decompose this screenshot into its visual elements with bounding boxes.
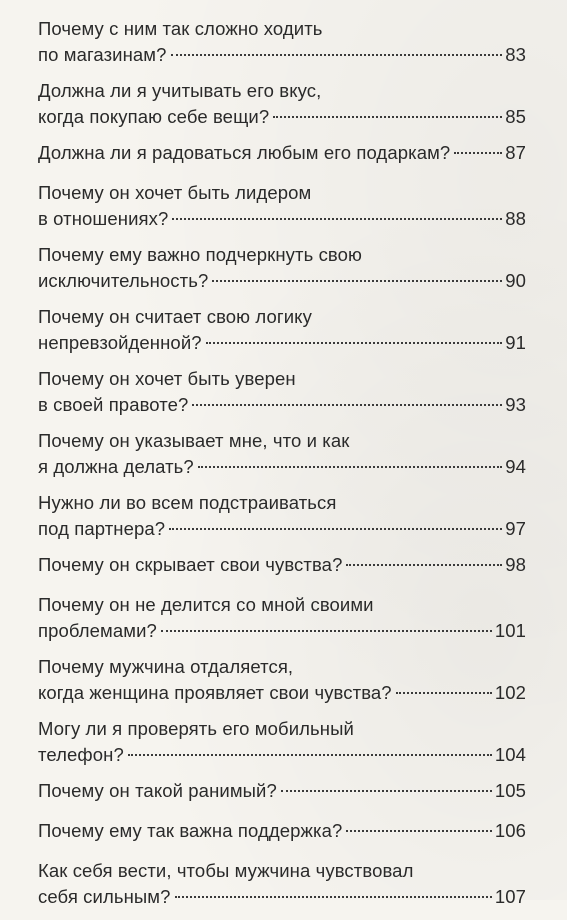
toc-entry-title-line1: Как себя вести, чтобы мужчина чувствовал — [38, 860, 414, 881]
toc-entry — [38, 16, 526, 78]
toc-entry-title-line1: Нужно ли во всем подстраиваться — [38, 492, 337, 513]
toc-page-number: 87 — [505, 142, 526, 163]
dot-leader — [454, 152, 502, 154]
toc-entry — [38, 654, 526, 716]
dot-leader — [273, 116, 502, 118]
toc-entry-title-line1: Почему он хочет быть лидером — [38, 182, 312, 203]
toc-page-number: 101 — [494, 620, 526, 641]
toc-entry-title-line1: Почему мужчина отдаляется, — [38, 656, 294, 677]
toc-entry-title-line1: Почему он считает свою логику — [38, 306, 312, 327]
toc-entry-title: Почему ему так важна поддержка? — [38, 820, 343, 841]
toc-entry — [38, 304, 526, 366]
toc-page-number: 98 — [505, 554, 526, 575]
toc-entry — [38, 858, 526, 920]
toc-entry — [38, 490, 526, 552]
toc-entry-title-line1: Могу ли я проверять его мобильный — [38, 718, 354, 739]
toc-entry — [38, 818, 526, 858]
dot-leader — [346, 830, 491, 832]
dot-leader — [161, 630, 492, 632]
toc-entry-title: Почему он скрывает свои чувства? — [38, 554, 343, 575]
dot-leader — [346, 564, 502, 566]
dot-leader — [396, 692, 492, 694]
toc-entry — [38, 428, 526, 490]
toc-page-number: 105 — [494, 780, 526, 801]
toc-entry — [38, 716, 526, 778]
toc-entry-title-line2: когда покупаю себе вещи? — [38, 106, 270, 127]
dot-leader — [212, 280, 502, 282]
toc-page-number: 91 — [505, 332, 526, 353]
toc-entry-title-line2: в своей правоте? — [38, 394, 189, 415]
dot-leader — [198, 466, 502, 468]
toc-entry — [38, 140, 526, 180]
toc-entry-title-line2: по магазинам? — [38, 44, 167, 65]
toc-entry-title-line1: Должна ли я учитывать его вкус, — [38, 80, 322, 101]
dot-leader — [175, 896, 492, 898]
dot-leader — [281, 790, 492, 792]
toc-page-number: 106 — [494, 820, 526, 841]
toc-entry — [38, 180, 526, 242]
toc-entry-title-line1: Почему он хочет быть уверен — [38, 368, 296, 389]
toc-entry-title-line2: в отношениях? — [38, 208, 169, 229]
toc-page-number: 102 — [494, 682, 526, 703]
toc-page-number: 93 — [505, 394, 526, 415]
toc-entry-title-line2: непревзойденной? — [38, 332, 202, 353]
toc-page-number: 85 — [505, 106, 526, 127]
dot-leader — [192, 404, 502, 406]
dot-leader — [169, 528, 502, 530]
toc-entry — [38, 242, 526, 304]
toc-entry — [38, 592, 526, 654]
toc-entry — [38, 778, 526, 818]
toc-page-number: 94 — [505, 456, 526, 477]
toc-entry-title-line2: себя сильным? — [38, 886, 171, 907]
toc-page-number: 90 — [505, 270, 526, 291]
toc-entry-title: Почему он такой ранимый? — [38, 780, 277, 801]
toc-entry-title-line2: проблемами? — [38, 620, 157, 641]
dot-leader — [128, 754, 492, 756]
dot-leader — [171, 54, 503, 56]
toc-page-number: 104 — [494, 744, 526, 765]
toc-entry-title-line1: Почему с ним так сложно ходить — [38, 18, 323, 39]
toc-page-number: 107 — [494, 886, 526, 907]
toc-entry-title-line1: Почему он не делится со мной своими — [38, 594, 374, 615]
dot-leader — [172, 218, 502, 220]
toc-entry-title-line1: Почему ему важно подчеркнуть свою — [38, 244, 363, 265]
toc-entry-title: Должна ли я радоваться любым его подаркам? — [38, 142, 451, 163]
toc-entry-title-line2: под партнера? — [38, 518, 166, 539]
toc-entry — [38, 78, 526, 140]
toc-entry-title-line2: я должна делать? — [38, 456, 194, 477]
toc-page-number: 97 — [505, 518, 526, 539]
toc-entry — [38, 366, 526, 428]
toc-page-number: 88 — [505, 208, 526, 229]
toc-entry-title-line2: исключительность? — [38, 270, 209, 291]
table-of-contents — [38, 16, 526, 920]
toc-entry-title-line1: Почему он указывает мне, что и как — [38, 430, 350, 451]
toc-entry-title-line2: телефон? — [38, 744, 124, 765]
toc-entry-title-line2: когда женщина проявляет свои чувства? — [38, 682, 392, 703]
toc-entry — [38, 552, 526, 592]
dot-leader — [206, 342, 503, 344]
toc-page-number: 83 — [505, 44, 526, 65]
